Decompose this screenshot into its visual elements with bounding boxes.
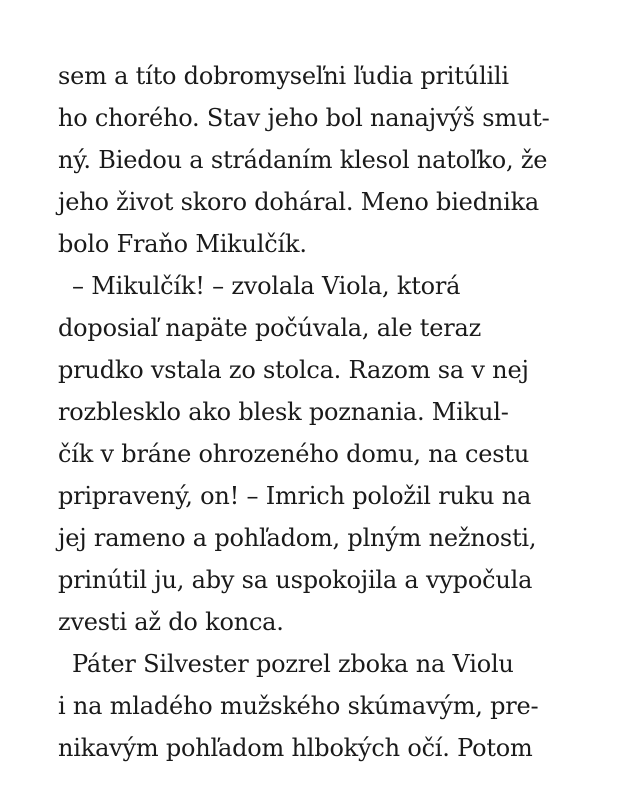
text-line: rozblesklo ako blesk poznania. Mikul- <box>58 398 509 426</box>
text-line: ný. Biedou a strádaním klesol natoľko, že <box>58 146 548 174</box>
text-line: pripravený, on! – Imrich položil ruku na <box>58 482 532 510</box>
text-line: zvesti až do konca. <box>58 608 284 636</box>
text-line: sem a títo dobromyseľni ľudia pritúlili <box>58 62 509 90</box>
text-line: doposiaľ napäte počúvala, ale teraz <box>58 314 482 342</box>
text-line: bolo Fraňo Mikulčík. <box>58 230 307 258</box>
text-line: i na mladého mužského skúmavým, pre- <box>58 692 539 720</box>
text-line: – Mikulčík! – zvolala Viola, ktorá <box>72 272 461 300</box>
text-line: nikavým pohľadom hlbokých očí. Potom <box>58 734 533 762</box>
text-line: Páter Silvester pozrel zboka na Violu <box>72 650 514 678</box>
text-line: prudko vstala zo stolca. Razom sa v nej <box>58 356 529 384</box>
text-body <box>58 55 588 769</box>
text-line: čík v bráne ohrozeného domu, na cestu <box>58 440 530 468</box>
text-line: jeho život skoro doháral. Meno biednika <box>58 188 540 216</box>
text-line: prinútil ju, aby sa uspokojila a vypočula <box>58 566 533 594</box>
text-line: ho chorého. Stav jeho bol nanajvýš smut- <box>58 104 550 132</box>
text-line: jej rameno a pohľadom, plným nežnosti, <box>58 524 537 552</box>
